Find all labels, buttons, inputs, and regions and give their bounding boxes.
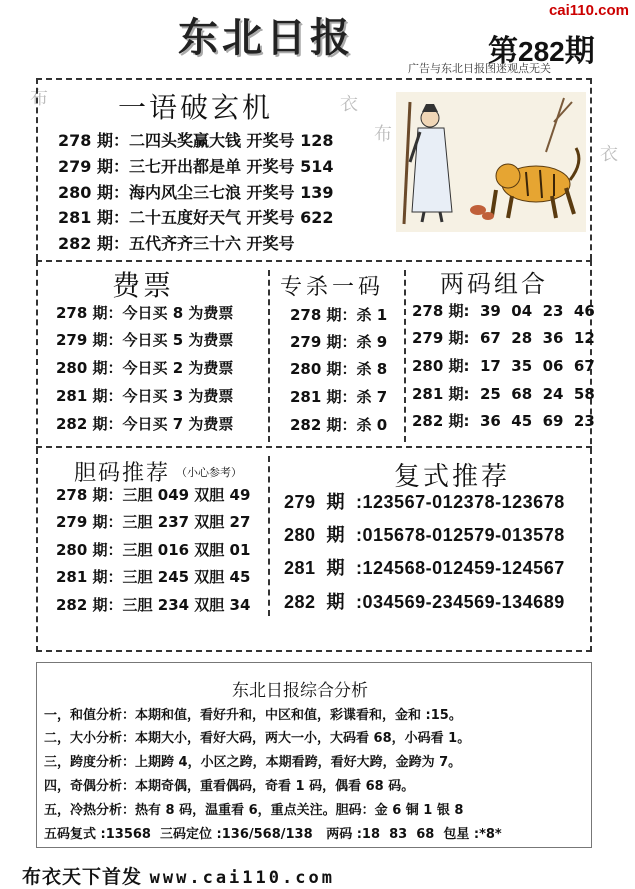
analysis-title: 东北日报综合分析 <box>232 681 368 701</box>
divider <box>36 260 38 652</box>
feipiao-row: 281 期：今日买 3 为费票 <box>56 387 234 405</box>
footer-url[interactable]: www.cai110.com <box>149 868 335 888</box>
analysis-row: 五码复式 :13568 三码定位 :136/568/138 两码 :18 83 68 包星 :*8* <box>44 827 502 842</box>
danma-note: （小心参考） <box>176 466 242 479</box>
divider <box>36 78 592 80</box>
liangma-row: 282 期: 36 45 69 23 <box>412 412 595 430</box>
issue-prefix: 第 <box>488 34 518 69</box>
yiyu-row: 282 期：五代齐齐三十六 开奖号 <box>58 234 295 253</box>
issue-num: 282 <box>518 36 565 67</box>
footer-text: 布衣天下首发 <box>22 866 143 888</box>
analysis-row: 一，和值分析：本期和值，看好升和，中区和值，彩谍看和，金和 :15。 <box>44 708 462 723</box>
divider <box>36 446 592 448</box>
liangma-row: 280 期: 17 35 06 67 <box>412 357 595 375</box>
fushi-row: 282 期 :034569-234569-134689 <box>284 592 565 612</box>
fushi-row: 279 期 :123567-012378-123678 <box>284 492 565 512</box>
feipiao-row: 282 期：今日买 7 为费票 <box>56 415 234 433</box>
analysis-row: 三，跨度分析：上期跨 4，小区之跨，本期看跨，看好大跨，金跨为 7。 <box>44 755 462 770</box>
yiyu-row: 280 期：海内风尘三七浪 开奖号 139 <box>58 183 334 202</box>
watermark: 衣 <box>340 94 358 115</box>
analysis-row: 四，奇偶分析：本期奇偶，重看偶码，奇看 1 码，偶看 68 码。 <box>44 779 415 794</box>
zhuansha-row: 280 期：杀 8 <box>290 360 388 378</box>
divider <box>268 270 270 442</box>
masthead-title: 东北日报 <box>178 14 354 61</box>
disclaimer: 广告与东北日报图迷观点无关 <box>408 62 551 75</box>
divider <box>268 456 270 616</box>
analysis-row: 二，大小分析：本期大小，看好大码，两大一小，大码看 68，小码看 1。 <box>44 731 471 746</box>
fushi-row: 280 期 :015678-012579-013578 <box>284 525 565 545</box>
yiyu-row: 281 期：二十五度好天气 开奖号 622 <box>58 208 334 227</box>
feipiao-row: 280 期：今日买 2 为费票 <box>56 359 234 377</box>
feipiao-row: 278 期：今日买 8 为费票 <box>56 304 234 322</box>
zhuansha-row: 282 期：杀 0 <box>290 416 388 434</box>
divider <box>36 650 592 652</box>
danma-row: 281 期：三胆 245 双胆 45 <box>56 568 251 586</box>
zhuansha-row: 281 期：杀 7 <box>290 388 388 406</box>
liangma-row: 278 期: 39 04 23 46 <box>412 302 595 320</box>
fushi-title: 复式推荐 <box>394 462 511 492</box>
liangma-row: 279 期: 67 28 36 12 <box>412 329 595 347</box>
zhuansha-title: 专杀一码 <box>280 275 385 300</box>
yiyu-row: 279 期：三七开出都是单 开奖号 514 <box>58 157 334 176</box>
yiyu-title: 一语破玄机 <box>118 91 274 124</box>
divider <box>590 78 592 260</box>
watermark: 布 <box>30 88 48 109</box>
analysis-row: 五，冷热分析：热有 8 码，温重看 6，重点关注。胆码：金 6 铜 1 银 8 <box>44 803 464 818</box>
zhuansha-row: 279 期：杀 9 <box>290 333 388 351</box>
yiyu-row: 278 期：二四头奖赢大钱 开奖号 128 <box>58 131 334 150</box>
danma-row: 278 期：三胆 049 双胆 49 <box>56 486 251 504</box>
danma-title: 胆码推荐 <box>74 461 171 486</box>
divider <box>36 260 592 262</box>
footer <box>22 862 335 889</box>
scholar-tiger-illustration <box>396 92 586 232</box>
issue-suffix: 期 <box>564 34 595 69</box>
divider <box>404 270 406 442</box>
danma-row: 282 期：三胆 234 双胆 34 <box>56 596 251 614</box>
feipiao-title: 费票 <box>112 269 175 302</box>
danma-row: 280 期：三胆 016 双胆 01 <box>56 541 251 559</box>
feipiao-row: 279 期：今日买 5 为费票 <box>56 331 234 349</box>
fushi-row: 281 期 :124568-012459-124567 <box>284 558 565 578</box>
danma-row: 279 期：三胆 237 双胆 27 <box>56 513 251 531</box>
divider <box>36 78 38 260</box>
liangma-title: 两码组合 <box>440 270 548 298</box>
liangma-row: 281 期: 25 68 24 58 <box>412 385 595 403</box>
zhuansha-row: 278 期：杀 1 <box>290 306 388 324</box>
site-url[interactable]: cai110.com <box>548 2 629 19</box>
watermark: 布 <box>374 124 392 145</box>
watermark: 衣 <box>600 144 618 165</box>
